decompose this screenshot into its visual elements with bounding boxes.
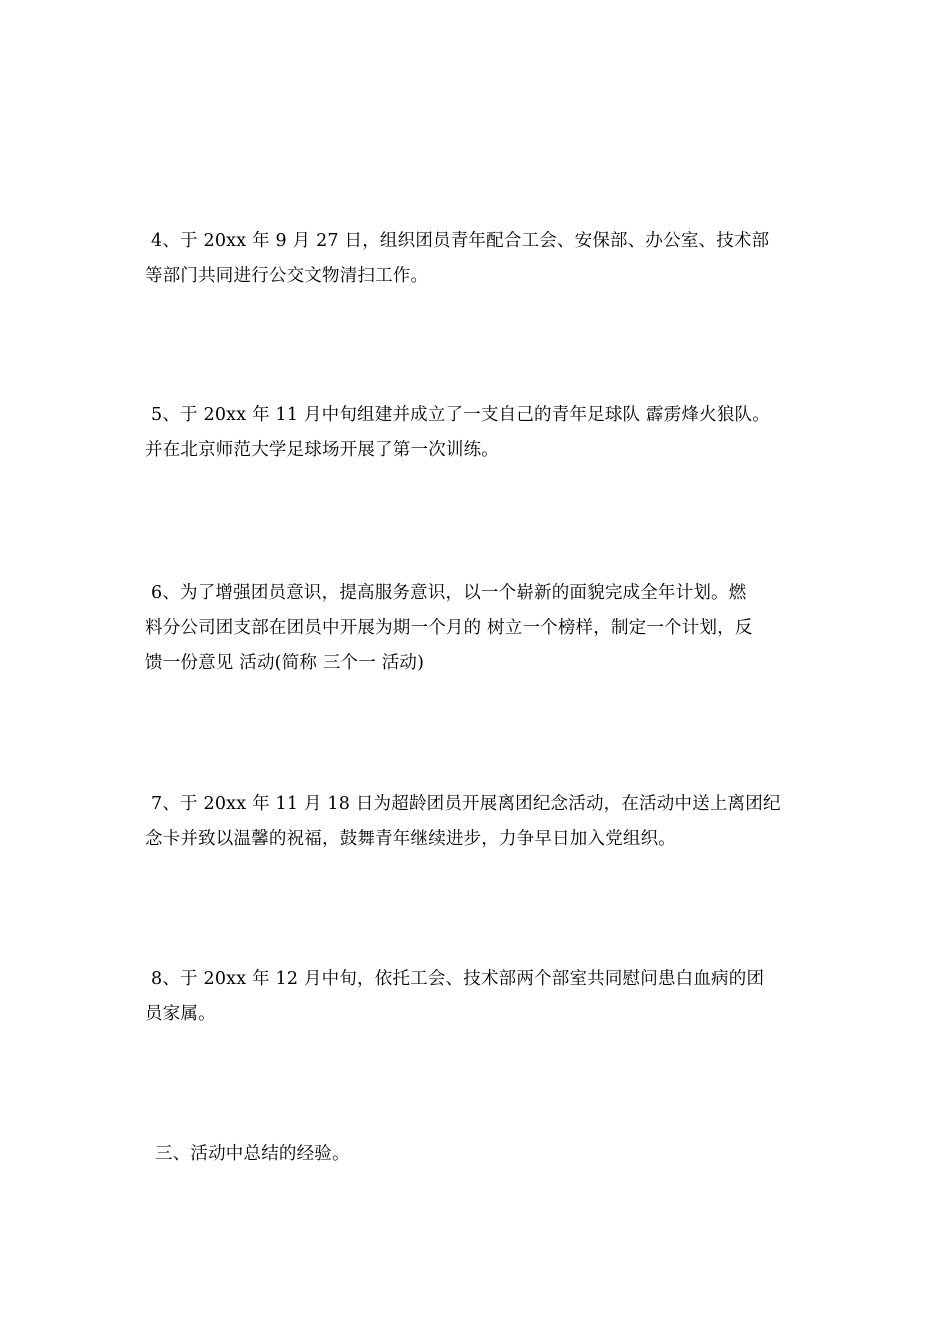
paragraph-line: 料分公司团支部在团员中开展为期一个月的 树立一个榜样，制定一个计划，反 (145, 618, 753, 638)
section-heading (149, 1137, 819, 1172)
paragraph-line: 4、于 20xx 年 9 月 27 日，组织团员青年配合工会、安保部、办公室、技术部 (151, 231, 770, 251)
paragraph-item-4 (145, 224, 815, 294)
paragraph-item-5 (145, 398, 815, 468)
paragraph-item-7 (145, 787, 815, 857)
paragraph-line: 员家属。 (145, 1004, 216, 1024)
paragraph-line: 并在北京师范大学足球场开展了第一次训练。 (145, 440, 499, 460)
paragraph-line: 6、为了增强团员意识，提高服务意识，以一个崭新的面貌完成全年计划。燃 (151, 583, 747, 603)
section-heading-text: 三、活动中总结的经验。 (155, 1144, 350, 1164)
paragraph-line: 7、于 20xx 年 11 月 18 日为超龄团员开展离团纪念活动，在活动中送上离团纪 (151, 794, 781, 814)
paragraph-item-8 (145, 962, 815, 1032)
paragraph-line: 8、于 20xx 年 12 月中旬，依托工会、技术部两个部室共同慰问患白血病的团 (151, 969, 765, 989)
paragraph-line: 5、于 20xx 年 11 月中旬组建并成立了一支自己的青年足球队 霹雳烽火狼队。 (151, 405, 770, 425)
paragraph-line: 馈一份意见 活动(简称 三个一 活动) (145, 653, 425, 673)
paragraph-item-6 (145, 576, 815, 681)
paragraph-line: 等部门共同进行公交文物清扫工作。 (145, 266, 429, 286)
paragraph-line: 念卡并致以温馨的祝福，鼓舞青年继续进步，力争早日加入党组织。 (145, 829, 676, 849)
